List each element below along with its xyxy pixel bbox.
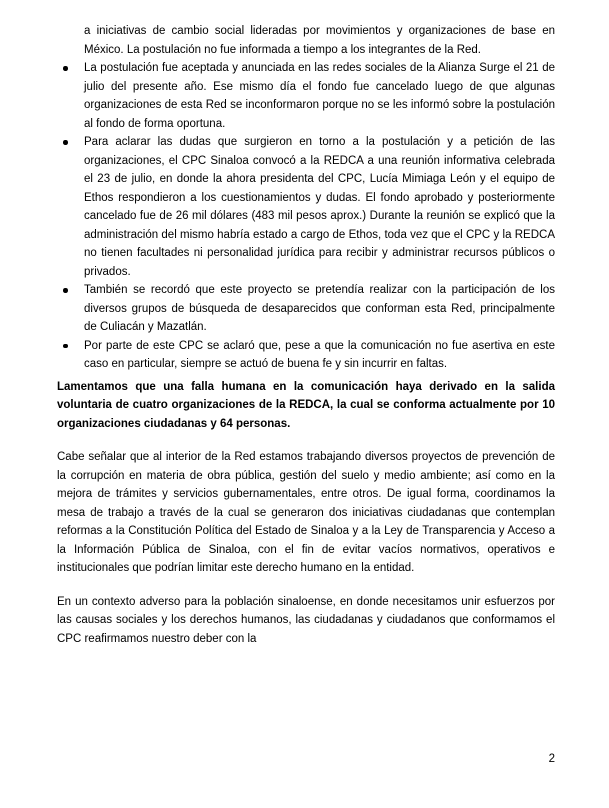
bullet-text: También se recordó que este proyecto se pretendía realizar con la participación de los diversos grupos de búsqueda de desaparecidos que conforman esta Red, principalmente de Culiacán y Mazatlán. <box>84 284 555 333</box>
bullet-list <box>57 59 555 374</box>
bullet-icon <box>63 140 68 145</box>
paragraph-projects: Cabe señalar que al interior de la Red estamos trabajando diversos proyectos de prevención de la corrupción en materia de obra pública, gestión del suelo y medio ambiente; así como en la mejora de trámites y servicios gubernamentales, entre otros. De igual forma, coordinamos la mesa de trabajo a través de la cual se generaron dos iniciativas ciudadanas que contemplan reformas a la Constitución Política del Estado de Sinaloa y a la Ley de Transparencia y Acceso a la Información Pública de Sinaloa, con el fin de evitar vacíos normativos, operativos e institucionales que podrían limitar este derecho humano en la entidad. <box>57 451 555 574</box>
bullet-item <box>57 281 555 337</box>
bullet-item <box>57 133 555 281</box>
paragraph-bold-statement: Lamentamos que una falla humana en la comunicación haya derivado en la salida voluntaria de cuatro organizaciones de la REDCA, la cual se conforma actualmente por 10 organizaciones ciudadanas y 64 personas. <box>57 380 555 430</box>
bullet-icon <box>63 344 68 349</box>
bullet-item <box>57 59 555 133</box>
paragraph-context: En un contexto adverso para la población sinaloense, en donde necesitamos unir esfuerzos por las causas sociales y los derechos humanos, las ciudadanas y ciudadanos que conformamos el CPC reafirmamos nuestro deber con la <box>57 595 555 645</box>
paragraph-continuation: a iniciativas de cambio social lideradas por movimientos y organizaciones de base en México. La postulación no fue informada a tiempo a los integrantes de la Red. <box>84 25 555 56</box>
bullet-icon <box>63 66 68 71</box>
bullet-icon <box>63 288 68 293</box>
bullet-text: La postulación fue aceptada y anunciada en las redes sociales de la Alianza Surge el 21 de julio del presente año. Ese mismo día el fondo fue cancelado luego de que algunas organizaciones de esta Red se inconformaron porque no se les informó sobre la postulación al fondo de forma oportuna. <box>84 62 555 130</box>
bullet-text: Para aclarar las dudas que surgieron en torno a la postulación y a petición de las organizaciones, el CPC Sinaloa convocó a la REDCA a una reunión informativa celebrada el 23 de julio, en donde la ahora presidenta del CPC, Lucía Mimiaga León y el equipo de Ethos respondieron a los cuestionamientos y dudas. El fondo aprobado y posteriormente cancelado fue de 26 mil dólares (483 mil pesos aprox.) Durante la reunión se explicó que la administración del mismo habría estado a cargo de Ethos, toda vez que el CPC y la REDCA no tienen facultades ni personalidad jurídica para recibir y administrar recursos públicos o privados. <box>84 136 555 278</box>
page-number: 2 <box>548 753 555 765</box>
bullet-item <box>57 337 555 374</box>
bullet-text: Por parte de este CPC se aclaró que, pese a que la comunicación no fue asertiva en este caso en particular, siempre se actuó de buena fe y sin incurrir en faltas. <box>84 339 555 370</box>
document-content <box>57 22 555 663</box>
